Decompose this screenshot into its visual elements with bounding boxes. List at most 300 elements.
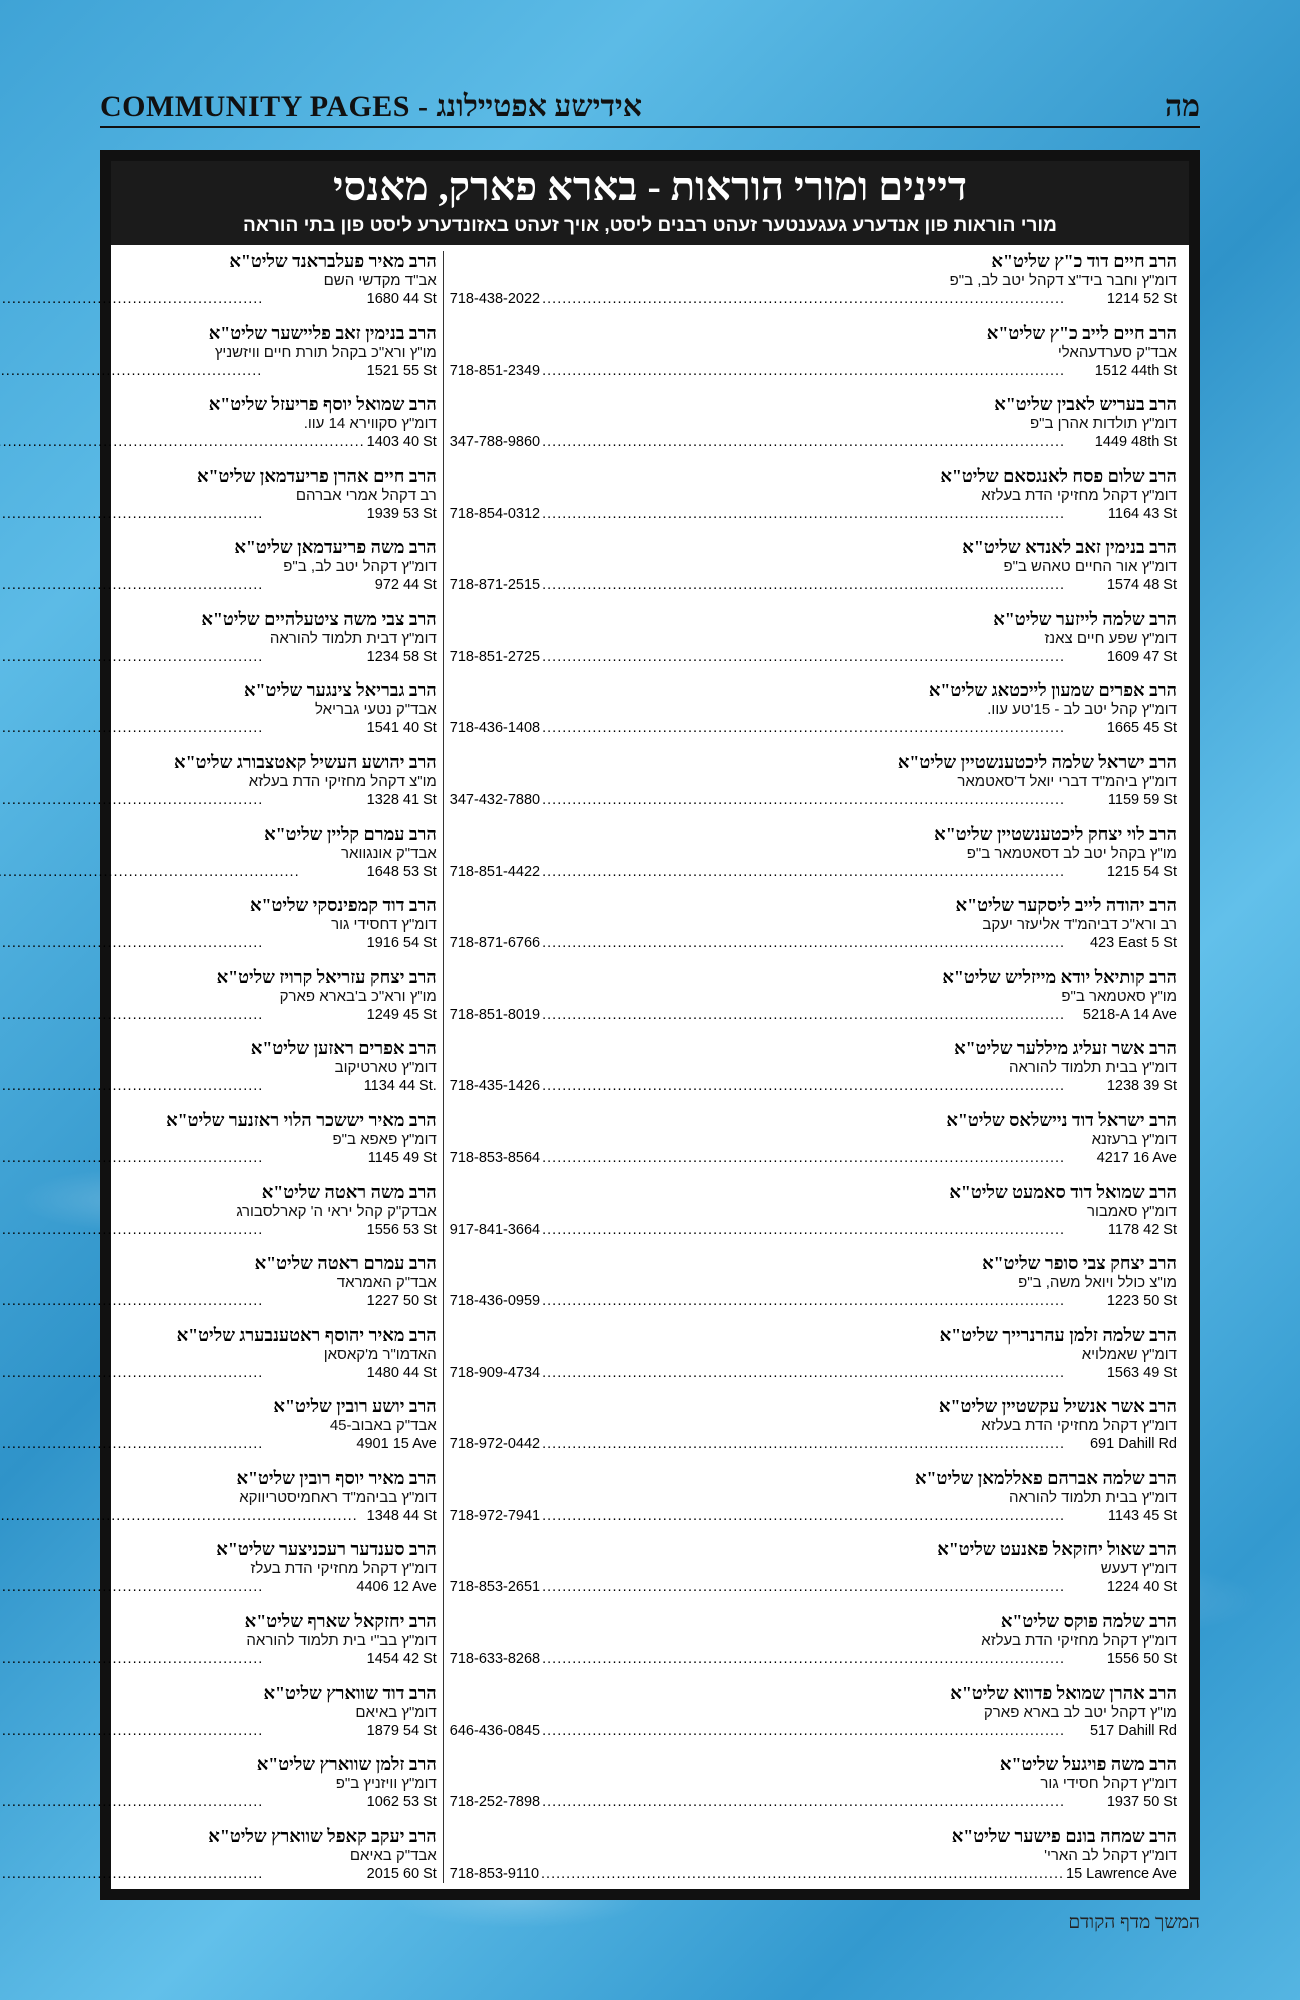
dot-leader [0,1364,365,1382]
rabbi-role: דומ"ץ סאמבור [1086,1202,1177,1220]
listing-entry [450,1396,1177,1453]
contact-line [450,1221,1177,1239]
rabbi-role: דומ"ץ דקהל יטב לב, ב"פ [283,558,437,576]
rabbi-name: הרב אהרן שמואל פדווא שליט"א [950,1682,1177,1703]
dot-leader [542,1292,1105,1310]
rabbi-role: מו"ץ סאטמאר ב"פ [1061,987,1177,1005]
dot-leader [542,1149,1095,1167]
contact-line [450,290,1177,308]
rabbi-name: הרב יושע רובין שליט"א [273,1396,437,1417]
directory-banner [111,161,1189,245]
dot-leader [542,934,1088,952]
contact-line [450,863,1177,881]
dot-leader [0,1507,365,1525]
phone-number: 718-851-8019 [449,1006,541,1023]
column-right [443,251,1183,1883]
rabbi-role: דומ"ץ בביהמ"ד ראחמיסטריווקא [239,1488,437,1506]
rabbi-role: אבד"ק נטעי גבריאל [315,701,437,719]
rabbi-role: דומ"ץ אור החיים טאהש ב"פ [1003,558,1177,576]
listing-entry [0,537,437,594]
listing-entry [0,967,437,1024]
street-address: 517 Dahill Rd [1089,1722,1177,1739]
street-address: 5218-A 14 Ave [1082,1006,1177,1023]
listing-entry [450,609,1177,666]
rabbi-name: הרב מאיר יוסף רובין שליט"א [236,1467,437,1488]
street-address: 1449 48th St [1094,434,1177,451]
rabbi-role: דומ"ץ טארטיקוב [334,1059,437,1077]
rabbi-name: הרב בנימין זאב לאנדא שליט"א [962,537,1177,558]
listing-entry [450,1539,1177,1596]
contact-line [450,1292,1177,1310]
directory-frame [100,150,1200,1900]
dot-leader [0,648,365,666]
rabbi-role: דומ"ץ קהל יטב לב - 15'טע עוו. [987,701,1177,719]
dot-leader [0,1865,365,1883]
dot-leader [0,1650,365,1668]
phone-number: 646-436-0845 [449,1722,541,1739]
contact-line [450,791,1177,809]
dot-leader [542,1077,1105,1095]
column-middle [0,251,443,1883]
rabbi-name: הרב אשר זעליג מיללער שליט"א [954,1038,1177,1059]
street-address: 1238 39 St [1106,1078,1177,1095]
contact-line [0,1364,437,1382]
rabbi-role: מו"ץ דקהל יטב לב בארא פארק [983,1703,1177,1721]
listing-entry [0,1110,437,1167]
rabbi-name: הרב זלמן שווארץ שליט"א [256,1754,437,1775]
street-address: 1541 40 St [366,720,437,737]
rabbi-role: דומ"ץ דקהל לב הארי' [1044,1846,1177,1864]
rabbi-role: אבדק"ק קהל יראי ה' קארלסבורג [236,1202,437,1220]
phone-number: 718-853-9110 [449,1865,540,1882]
listing-entry [450,1182,1177,1239]
rabbi-name: הרב משה פריעדמאן שליט"א [234,537,437,558]
phone-number: 718-871-6766 [449,935,541,952]
dot-leader [542,1793,1105,1811]
listing-entry [0,1253,437,1310]
contact-line [0,934,437,952]
contact-line [450,1793,1177,1811]
street-address: 1665 45 St [1106,720,1177,737]
contact-line [450,934,1177,952]
contact-line [0,791,437,809]
street-address: 1145 49 St [367,1149,437,1166]
phone-number: 718-252-7898 [449,1794,541,1811]
phone-number: 718-854-0312 [449,505,541,522]
contact-line [0,1722,437,1740]
street-address: 1563 49 St [1106,1364,1177,1381]
rabbi-name: הרב חיים דוד כ"ץ שליט"א [991,251,1177,271]
directory-title: דיינים ומורי הוראות - בארא פארק, מאנסי [333,164,967,209]
rabbi-name: הרב שמחה בונם פישער שליט"א [951,1825,1177,1846]
header-english-title: COMMUNITY PAGES - [100,90,429,123]
rabbi-role: דומ"ץ ברעזנא [1091,1130,1177,1148]
rabbi-role: מו"ץ ורא"כ בקהל תורת חיים וויזשניץ [214,343,437,361]
street-address: 1574 48 St [1106,577,1177,594]
dot-leader [0,1435,354,1453]
rabbi-name: הרב אפרים ראזען שליט"א [250,1038,437,1059]
listing-entry [450,680,1177,737]
contact-line [450,1006,1177,1024]
contact-line [450,362,1177,380]
page-number: מה [1164,90,1200,123]
rabbi-role: האדמו"ר מ'קאסאן [323,1345,437,1363]
phone-number: 718-909-4734 [449,1364,541,1381]
rabbi-role: דומ"ץ וויזניץ ב"פ [335,1775,437,1793]
dot-leader [542,1650,1105,1668]
contact-line [0,1578,437,1596]
rabbi-name: הרב בנימין זאב פליישער שליט"א [208,322,437,343]
listing-entry [450,1253,1177,1310]
contact-line [0,648,437,666]
rabbi-name: הרב בעריש לאבין שליט"א [994,394,1177,415]
rabbi-name: הרב עמרם קליין שליט"א [264,823,437,844]
street-address: 1062 53 St [366,1794,437,1811]
rabbi-role: רב ורא"כ דביהמ"ד אליעזר יעקב [982,916,1177,934]
phone-number: 718-633-8268 [449,1650,541,1667]
listing-entry [450,251,1177,308]
directory-subtitle: מורי הוראות פון אנדערע געגענטער זעהט רבנים ליסט, אויך זעהט באזונדערע ליסט פון בתי הוראה [243,215,1057,236]
contact-line [0,290,437,308]
phone-number: 718-851-2349 [449,362,541,379]
rabbi-name: הרב קותיאל יודא מייזליש שליט"א [942,966,1177,987]
listing-entry [0,824,437,881]
dot-leader [542,1435,1088,1453]
street-address: 1454 42 St [366,1650,437,1667]
contact-line [0,1149,437,1167]
dot-leader [0,1221,365,1239]
dot-leader [542,863,1105,881]
contact-line [0,1221,437,1239]
listing-entry [450,1038,1177,1095]
rabbi-name: הרב דוד קמפינסקי שליט"א [249,895,437,916]
rabbi-name: הרב יהודה לייב ליסקער שליט"א [955,895,1177,916]
listing-entry [450,466,1177,523]
dot-leader [0,1793,365,1811]
rabbi-name: הרב חיים אהרן פריעדמאן שליט"א [196,465,437,486]
rabbi-name: הרב דוד שווארץ שליט"א [263,1682,437,1703]
rabbi-role: דומ"ץ ביהמ"ד דברי יואל ד'סאטמאר [957,773,1177,791]
listing-entry [0,752,437,809]
continued-note: המשך מדף הקודם [1068,1912,1200,1933]
directory-columns [117,251,1183,1883]
rabbi-role: מו"צ דקהל מחזיקי הדת בעלזא [248,773,437,791]
contact-line [0,863,437,881]
dot-leader [542,791,1106,809]
street-address: 1939 53 St [366,505,437,522]
street-address: 1609 47 St [1106,648,1177,665]
phone-number: 718-438-2022 [449,291,541,307]
contact-line [0,1006,437,1024]
dot-leader [0,791,365,809]
street-address: 1249 45 St [366,1006,437,1023]
rabbi-name: הרב ישראל דוד ניישלאס שליט"א [946,1109,1177,1130]
rabbi-name: הרב עמרם ראטה שליט"א [254,1253,437,1274]
street-address: 1680 44 St [366,291,437,307]
phone-number: 718-851-4422 [449,863,541,880]
listing-entry [450,1110,1177,1167]
street-address: 1403 40 St [366,434,437,451]
contact-line [450,1149,1177,1167]
contact-line [0,362,437,380]
rabbi-name: הרב לוי יצחק ליכטענשטיין שליט"א [934,823,1177,844]
rabbi-role: דומ"ץ סקווירא 14 עוו. [303,415,437,433]
rabbi-name: הרב אפרים שמעון לייכטאג שליט"א [928,680,1177,701]
rabbi-role: אבד"ק האמראד [336,1274,437,1292]
street-address: 423 East 5 St [1089,935,1177,952]
listing-entry [0,680,437,737]
dot-leader [0,505,365,523]
dot-leader [542,576,1105,594]
listing-entry [450,394,1177,451]
rabbi-role: דומ"ץ וחבר ביד"צ דקהל יטב לב, ב"פ [949,272,1177,289]
rabbi-name: הרב שלמה זלמן עהרנרייך שליט"א [939,1324,1177,1345]
contact-line [450,1507,1177,1525]
street-address: 4901 15 Ave [356,1436,437,1453]
street-address: 1879 54 St [366,1722,437,1739]
rabbi-name: הרב שמואל יוסף פריעזל שליט"א [208,394,437,415]
rabbi-name: הרב מאיר יהוסף ראטענבערג שליט"א [176,1324,437,1345]
listing-entry [0,1683,437,1740]
street-address: 1134 44 St. [363,1078,437,1095]
rabbi-name: הרב אשר אנשיל עקשטיין שליט"א [938,1396,1177,1417]
rabbi-role: דומ"ץ דקהל חסידי גור [1040,1775,1177,1793]
listing-entry [0,1325,437,1382]
rabbi-name: הרב שלמה אברהם פאללמאן שליט"א [914,1467,1177,1488]
rabbi-name: הרב שאול יחזקאל פאנעט שליט"א [937,1539,1177,1560]
contact-line [0,1292,437,1310]
dot-leader [542,719,1105,737]
rabbi-name: הרב צבי משה ציטעלהיים שליט"א [201,608,437,629]
phone-number: 718-972-7941 [449,1507,541,1524]
street-address: 1214 52 St [1106,291,1177,307]
page-header [100,88,1200,128]
street-address: 1227 50 St [366,1293,437,1310]
listing-entry [450,824,1177,881]
street-address: 1215 54 St [1106,863,1177,880]
phone-number: 347-788-9860 [449,434,541,451]
listing-entry [450,752,1177,809]
dot-leader [0,1077,362,1095]
contact-line [450,1865,1177,1883]
rabbi-role: דומ"ץ בבית תלמוד להוראה [1008,1059,1177,1077]
dot-leader [0,433,365,451]
dot-leader [0,1149,366,1167]
street-address: 1143 45 St [1107,1507,1177,1524]
rabbi-name: הרב מאיר יששכר הלוי ראזנער שליט"א [166,1109,437,1130]
street-address: 1328 41 St [366,792,437,809]
contact-line [450,719,1177,737]
contact-line [450,505,1177,523]
phone-number: 718-871-2515 [449,577,541,594]
listing-entry [450,537,1177,594]
contact-line [0,505,437,523]
rabbi-name: הרב משה ראטה שליט"א [261,1181,437,1202]
phone-number: 718-853-2651 [449,1579,541,1596]
street-address: 1164 43 St [1107,505,1177,522]
rabbi-name: הרב שלמה פוקס שליט"א [1000,1610,1177,1631]
dot-leader [0,1578,354,1596]
rabbi-name: הרב ישראל שלמה ליכטענשטיין שליט"א [897,752,1177,773]
rabbi-role: דומ"ץ בבית תלמוד להוראה [1008,1488,1177,1506]
rabbi-role: מו"ץ בקהל יטב לב דסאטמאר ב"פ [966,844,1177,862]
contact-line [450,1364,1177,1382]
street-address: 1223 50 St [1106,1293,1177,1310]
street-address: 15 Lawrence Ave [1066,1865,1177,1882]
rabbi-role: רב דקהל אמרי אברהם [295,486,437,504]
rabbi-role: מו"צ כולל ויואל משה, ב"פ [1018,1274,1177,1292]
listing-entry [0,895,437,952]
listing-entry [450,1683,1177,1740]
dot-leader [0,863,365,881]
rabbi-name: הרב סענדער רעכניצער שליט"א [216,1539,437,1560]
street-address: 1224 40 St [1106,1579,1177,1596]
listing-entry [0,1754,437,1811]
rabbi-role: דומ"ץ דקהל מחזיקי הדת בעלזא [981,1417,1177,1435]
rabbi-role: דומ"ץ דבית תלמוד להוראה [269,629,437,647]
listing-entry [0,1038,437,1095]
contact-line [0,1507,437,1525]
street-address: 972 44 St [374,577,437,594]
rabbi-role: מו"ץ ורא"כ ב'בארא פארק [279,987,437,1005]
dot-leader [0,576,373,594]
street-address: 1521 55 St [366,362,437,379]
contact-line [0,433,437,451]
rabbi-name: הרב יחזקאל שארף שליט"א [244,1610,437,1631]
listing-entry [0,251,437,308]
rabbi-role: אבד"ק באבוב-45 [329,1417,437,1435]
street-address: 4406 12 Ave [356,1579,437,1596]
rabbi-role: אבד"ק סערדעהאלי [1057,343,1177,361]
rabbi-name: הרב יצחק עזריאל קרויז שליט"א [216,966,437,987]
street-address: 1648 53 St [366,863,437,880]
contact-line [0,1793,437,1811]
street-address: 1234 58 St [366,648,437,665]
rabbi-role: דומ"ץ דקהל מחזיקי הדת בעלז [250,1560,437,1578]
phone-number: 718-435-1426 [449,1078,541,1095]
contact-line [0,576,437,594]
dot-leader [0,1006,365,1024]
phone-number: 718-972-0442 [449,1436,541,1453]
rabbi-name: הרב יהושע העשיל קאטצבורג שליט"א [174,752,437,773]
street-address: 1512 44th St [1094,362,1177,379]
dot-leader [541,1865,1064,1883]
rabbi-role: דומ"ץ דקהל מחזיקי הדת בעלזא [981,1631,1177,1649]
phone-number: 718-436-1408 [449,720,541,737]
rabbi-role: דומ"ץ שפע חיים צאנז [1044,629,1177,647]
contact-line [450,1650,1177,1668]
listing-entry [0,466,437,523]
directory-panel [108,158,1192,1892]
contact-line [0,1077,437,1095]
contact-line [0,719,437,737]
phone-number: 917-841-3664 [449,1221,541,1238]
dot-leader [542,505,1106,523]
dot-leader [542,1578,1105,1596]
listing-entry [0,394,437,451]
rabbi-name: הרב שלמה לייזער שליט"א [993,608,1177,629]
dot-leader [0,719,365,737]
rabbi-name: הרב חיים לייב כ"ץ שליט"א [986,322,1177,343]
rabbi-role: דומ"ץ תולדות אהרן ב"פ [1030,415,1177,433]
rabbi-name: הרב מאיר פעלבראנד שליט"א [229,251,437,271]
dot-leader [0,1292,365,1310]
listing-entry [0,609,437,666]
rabbi-role: דומ"ץ בב"י בית תלמוד להוראה [246,1631,437,1649]
dot-leader [542,1221,1106,1239]
contact-line [450,1578,1177,1596]
contact-line [450,648,1177,666]
contact-line [0,1650,437,1668]
listing-entry [450,895,1177,952]
listing-entry [450,1325,1177,1382]
rabbi-role: דומ"ץ שאמלויא [1081,1345,1177,1363]
listing-entry [450,1611,1177,1668]
phone-number: 347-432-7880 [449,792,541,809]
contact-line [450,1722,1177,1740]
dot-leader [0,290,365,308]
rabbi-role: דומ"ץ דעעש [1100,1560,1177,1578]
contact-line [450,1077,1177,1095]
rabbi-role: דומ"ץ דקהל מחזיקי הדת בעלזא [981,486,1177,504]
dot-leader [542,1507,1106,1525]
listing-entry [0,1826,437,1883]
rabbi-name: הרב שלום פסח לאנגסאם שליט"א [940,465,1177,486]
dot-leader [542,1006,1081,1024]
dot-leader [542,362,1093,380]
dot-leader [542,1364,1105,1382]
listing-entry [0,1182,437,1239]
street-address: 1556 53 St [366,1221,437,1238]
listing-entry [450,1826,1177,1883]
contact-line [0,1435,437,1453]
listing-entry [0,1611,437,1668]
listing-entry [450,1468,1177,1525]
listing-entry [0,1396,437,1453]
phone-number: 718-853-8564 [449,1149,541,1166]
dot-leader [0,1722,365,1740]
dot-leader [542,433,1093,451]
dot-leader [542,1722,1088,1740]
street-address: 4217 16 Ave [1096,1149,1177,1166]
street-address: 1937 50 St [1106,1794,1177,1811]
street-address: 1556 50 St [1106,1650,1177,1667]
rabbi-name: הרב משה פויגעל שליט"א [999,1754,1177,1775]
rabbi-name: הרב יצחק צבי סופר שליט"א [982,1253,1177,1274]
street-address: 1916 54 St [366,935,437,952]
listing-entry [0,1539,437,1596]
street-address: 2015 60 St [366,1865,437,1882]
phone-number: 718-851-2725 [449,648,541,665]
listing-entry [450,967,1177,1024]
street-address: 691 Dahill Rd [1089,1436,1177,1453]
dot-leader [0,362,365,380]
dot-leader [0,934,365,952]
rabbi-role: דומ"ץ דחסידי גור [331,916,437,934]
listing-entry [450,323,1177,380]
rabbi-name: הרב שמואל דוד סאמעט שליט"א [949,1181,1177,1202]
listing-entry [0,1468,437,1525]
contact-line [0,1865,437,1883]
street-address: 1159 59 St [1107,792,1177,809]
contact-line [450,576,1177,594]
listing-entry [0,323,437,380]
rabbi-role: אבד"ק באיאם [349,1846,437,1864]
contact-line [450,1435,1177,1453]
listing-entry [450,1754,1177,1811]
rabbi-role: דומ"ץ באיאם [355,1703,437,1721]
street-address: 1178 42 St [1107,1221,1177,1238]
